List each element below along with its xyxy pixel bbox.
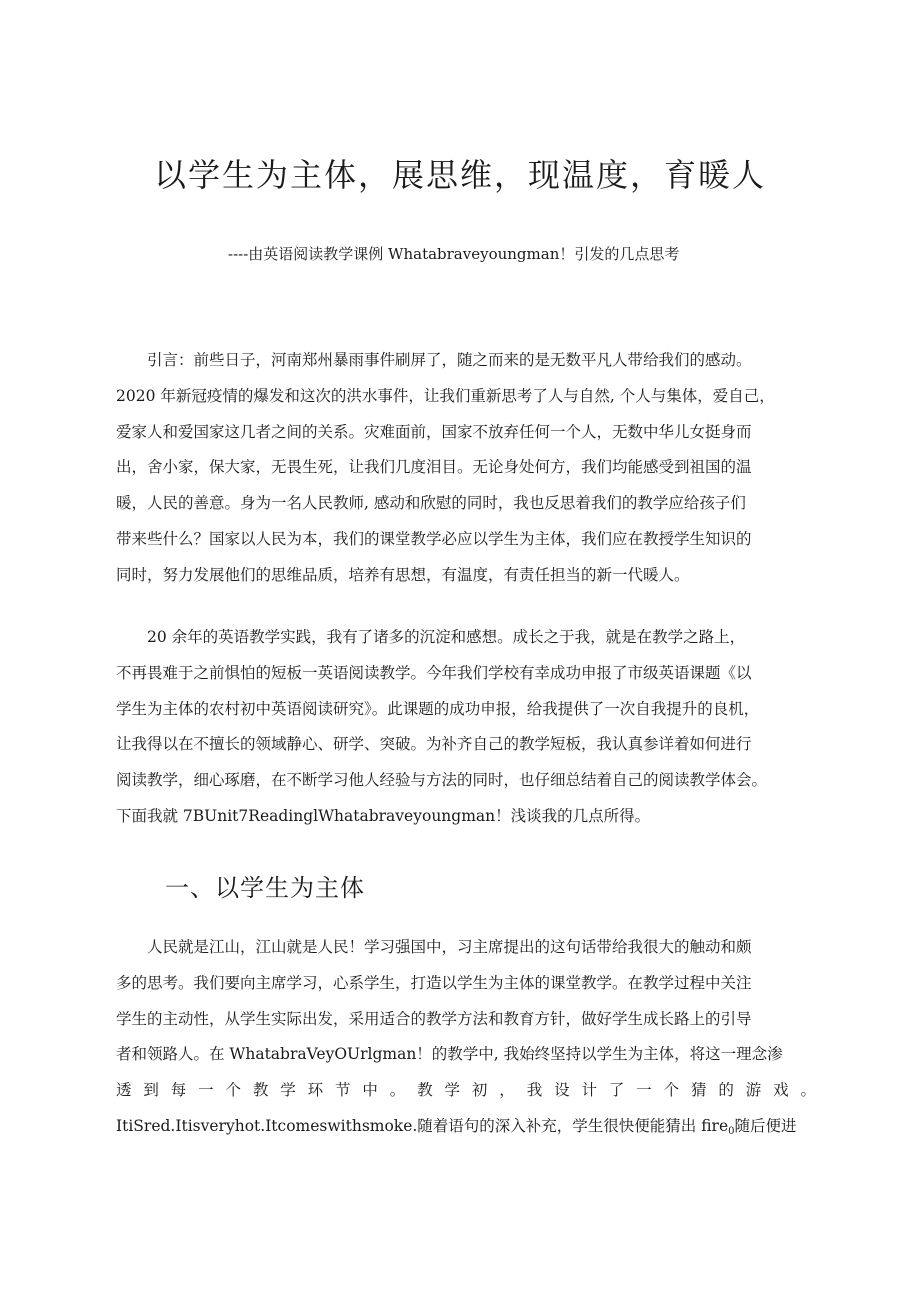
paragraph-line: 同时，努力发展他们的思维品质，培养有思想，有温度，有责任担当的新一代暖人。 (116, 565, 690, 584)
paragraph-line: 20 余年的英语教学实践，我有了诸多的沉淀和感想。成长之于我，就是在教学之路上， (116, 628, 746, 646)
section-one-paragraph (116, 930, 816, 1150)
paragraph-line: 引言：前些日子，河南郑州暴雨事件刷屏了，随之而来的是无数平凡人带给我们的感动。 (116, 351, 752, 369)
paragraph-line: 学生的主动性，从学生实际出发，采用适合的教学方法和教育方针，做好学生成长路上的引导 (116, 1009, 752, 1028)
line-text-end: 随后便进 (734, 1116, 797, 1135)
paragraph-line: 出，舍小家，保大家，无畏生死，让我们几度泪目。无论身处何方，我们均能感受到祖国的温 (116, 458, 752, 477)
paragraph-line: 带来些什么？国家以人民为本，我们的课堂教学必应以学生为主体，我们应在教授学生知识的 (116, 529, 752, 548)
paragraph-line: 让我得以在不擅长的领域静心、研学、突破。为补齐自己的教学短板，我认真参详着如何进行 (116, 735, 752, 754)
paragraph-line: 多的思考。我们要向主席学习，心系学生，打造以学生为主体的课堂教学。在教学过程中关注 (116, 973, 752, 992)
paragraph-line: 阅读教学，细心琢磨，在不断学习他人经验与方法的同时，也仔细总结着自己的阅读教学体会。 (116, 771, 768, 790)
section-heading: 一、以学生为主体 (165, 874, 365, 902)
subscript: 0 (728, 1125, 735, 1137)
paragraph-line: 下面我就 7BUnit7ReadinglWhatabraveyoungman！浅谈我的几点所得。 (116, 806, 651, 825)
document-subtitle: ----由英语阅读教学课例 Whatabraveyoungman！引发的几点思考 (228, 245, 680, 263)
paragraph-line: 人民就是江山，江山就是人民！学习强国中，习主席提出的这句话带给我很大的触动和颇 (116, 938, 752, 956)
paragraph-line: 学生为主体的农村初中英语阅读研究》。此课题的成功申报，给我提供了一次自我提升的良机， (116, 699, 760, 718)
paragraph-line: 爱家人和爱国家这几者之间的关系。灾难面前，国家不放弃任何一个人，无数中华儿女挺身而 (116, 422, 752, 441)
paragraph-line: 暖，人民的善意。身为一名人民教师, 感动和欣慰的同时，我也反思着我们的教学应给孩子们 (116, 494, 746, 513)
paragraph-line: 者和领路人。在 WhatabraVeyOUrlgman！的教学中, 我始终坚持以学生为主体，将这一理念渗 (116, 1045, 783, 1064)
intro-paragraph (116, 343, 816, 594)
paragraph-line-last (116, 1109, 816, 1150)
document-title: 以学生为主体，展思维，现温度，育暖人 (154, 156, 767, 194)
paragraph-line: 透到每一个教学环节中。教学初，我设计了一个猜的游戏。 (116, 1081, 816, 1100)
paragraph-line: 不再畏难于之前惧怕的短板一英语阅读教学。今年我们学校有幸成功申报了市级英语课题《以 (116, 663, 752, 682)
paragraph-line: 2020 年新冠疫情的爆发和这次的洪水事件，让我们重新思考了人与自然, 个人与集体，爱自己， (116, 386, 775, 405)
line-text: ItiSred.Itisveryhot.Itcomeswithsmoke.随着语句的深入补充，学生很快便能猜出 fire (116, 1116, 729, 1135)
second-paragraph (116, 620, 816, 835)
